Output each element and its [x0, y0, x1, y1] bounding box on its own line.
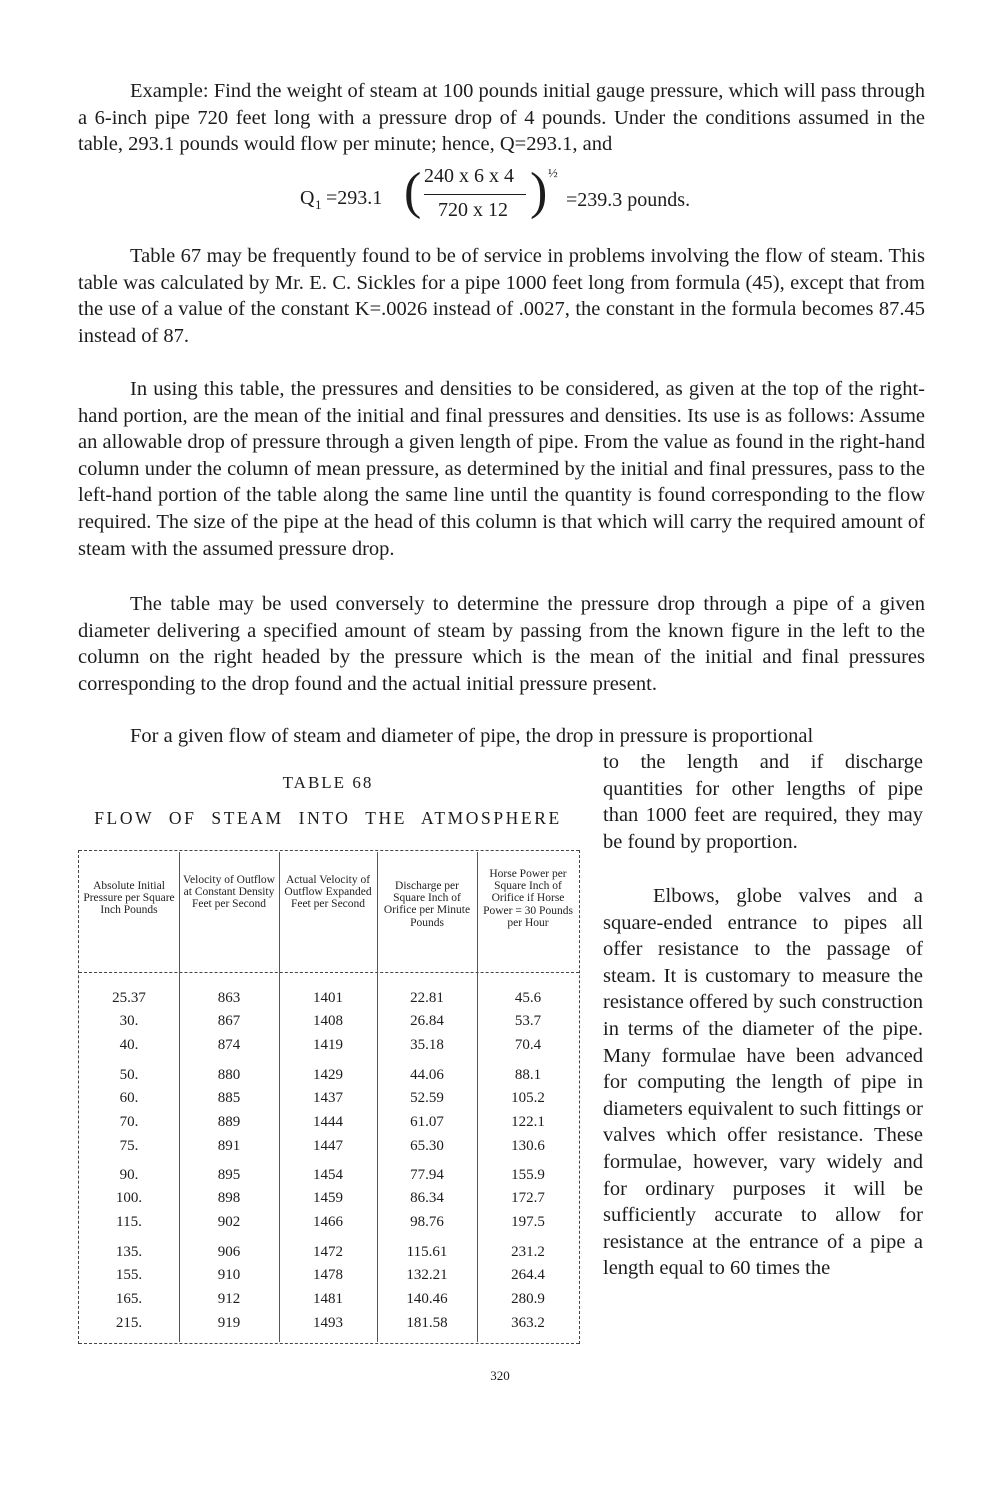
table-cell: 100. [115, 1190, 143, 1206]
table-cell: 912 [217, 1291, 241, 1307]
table-cell: 65.30 [410, 1138, 444, 1154]
table-cell: 1459 [313, 1190, 343, 1206]
table-cell: 231.2 [511, 1244, 545, 1260]
table-cell: 906 [217, 1244, 241, 1260]
table-cell: 98.76 [410, 1214, 444, 1230]
formula-exponent: ½ [548, 165, 558, 180]
table-cell: 280.9 [511, 1291, 545, 1307]
table-cell: 1472 [313, 1244, 343, 1260]
formula-result: =239.3 pounds. [566, 189, 691, 211]
column-divider [377, 852, 378, 1342]
table-cell: 863 [217, 990, 241, 1006]
table-cell: 90. [119, 1167, 139, 1183]
table-cell: 885 [217, 1090, 241, 1106]
table-cell: 1493 [313, 1315, 343, 1331]
table-header-rule [79, 972, 579, 973]
table-cell: 1454 [313, 1167, 343, 1183]
table-cell: 1429 [313, 1067, 343, 1083]
table-cell: 86.34 [410, 1190, 444, 1206]
table-cell: 919 [217, 1315, 241, 1331]
table-cell: 155. [115, 1267, 143, 1283]
using-table-paragraph: In using this table, the pressures and densities to be considered, as given at the top of the right-hand portion, are the mean of the initial and final pressures and densities. Its use is as follows: Assume an allowable drop of pressure through a given length of pipe. From the value as found in the right-hand column under the column of mean pressure, as determined by the initial and final pressures, pass to the left-hand portion of the table along the same line until the quantity is found corresponding to the flow required. The size of the pipe at the head of this column is that which will carry the required amount of steam with the assumed pressure drop. [78, 378, 925, 560]
formula-lhs-subscript: 1 [315, 197, 322, 212]
table-cell: 135. [115, 1244, 143, 1260]
table-cell: 880 [217, 1067, 241, 1083]
header-velocity-constant-density: Velocity of Outflow at Constant Density Feet per Second [183, 874, 275, 911]
table-cell: 140.46 [406, 1291, 448, 1307]
table-cell: 181.58 [406, 1315, 448, 1331]
table-cell: 867 [217, 1013, 241, 1029]
table-cell: 889 [217, 1114, 241, 1130]
table-cell: 1447 [313, 1138, 343, 1154]
table-cell: 40. [119, 1037, 139, 1053]
table-cell: 1444 [313, 1114, 343, 1130]
table-cell: 1401 [313, 990, 343, 1006]
left-paren: ( [404, 163, 422, 220]
flow-of-steam-table [78, 850, 580, 1344]
fraction-bar [424, 194, 526, 195]
table-bottom-rule [79, 1343, 579, 1344]
table-cell: 155.9 [511, 1167, 545, 1183]
table-cell: 77.94 [410, 1167, 444, 1183]
table-caption: TABLE 68 [282, 773, 374, 792]
header-absolute-pressure: Absolute Initial Pressure per Square Inch Pounds [83, 880, 175, 917]
table-cell: 44.06 [410, 1067, 444, 1083]
table-cell: 45.6 [514, 990, 542, 1006]
column-divider [179, 852, 180, 1342]
table-cell: 197.5 [511, 1214, 545, 1230]
weight-formula [300, 157, 760, 237]
table-cell: 52.59 [410, 1090, 444, 1106]
table-cell: 1481 [313, 1291, 343, 1307]
formula-lhs: Q [300, 187, 315, 209]
table-cell: 88.1 [514, 1067, 542, 1083]
table-cell: 363.2 [511, 1315, 545, 1331]
table-cell: 891 [217, 1138, 241, 1154]
column-divider [477, 852, 478, 1342]
table-cell: 122.1 [511, 1114, 545, 1130]
formula-constant: =293.1 [326, 187, 383, 209]
table-cell: 165. [115, 1291, 143, 1307]
table-cell: 115.61 [406, 1244, 448, 1260]
table67-paragraph: Table 67 may be frequently found to be of service in problems involving the flow of steam. This table was calculated by Mr. E. C. Sickles for a pipe 1000 feet long from formula (45), except that from the use of a value of the constant K=.0026 instead of .0027, the constant in the formula becomes 87.45 instead of 87. [78, 245, 925, 347]
table-cell: 902 [217, 1214, 241, 1230]
table-cell: 60. [119, 1090, 139, 1106]
table-cell: 115. [116, 1214, 142, 1230]
table-cell: 25.37 [112, 990, 146, 1006]
table-cell: 22.81 [410, 990, 444, 1006]
table-cell: 26.84 [410, 1013, 444, 1029]
proportional-drop-paragraph: For a given flow of steam and diameter of pipe, the drop in pressure is proportional [130, 725, 814, 747]
header-actual-velocity: Actual Velocity of Outflow Expanded Feet per Second [284, 874, 372, 911]
table-cell: 874 [217, 1037, 241, 1053]
table-cell: 75. [119, 1138, 139, 1154]
table-cell: 910 [217, 1267, 241, 1283]
table-cell: 50. [119, 1067, 139, 1083]
table-cell: 105.2 [511, 1090, 545, 1106]
table-cell: 264.4 [511, 1267, 545, 1283]
example-paragraph: Example: Find the weight of steam at 100 pounds initial gauge pressure, which will pass through a 6-inch pipe 720 feet long with a pressure drop of 4 pounds. Under the conditions assumed in the table, 293.1 pounds would flow per minute; hence, Q=293.1, and [78, 80, 925, 156]
table-cell: 30. [119, 1013, 139, 1029]
proportional-drop-continuation: to the length and if discharge quantities for other lengths of pipe than 1000 feet are required, they may be found by proportion. [603, 751, 923, 853]
table-title: FLOW OF STEAM INTO THE ATMOSPHERE [94, 808, 562, 828]
table-cell: 895 [217, 1167, 241, 1183]
table-cell: 53.7 [514, 1013, 542, 1029]
table-cell: 132.21 [406, 1267, 448, 1283]
table-cell: 1419 [313, 1037, 343, 1053]
right-paren: ) [530, 163, 548, 220]
formula-denominator: 720 x 12 [438, 199, 508, 221]
table-cell: 172.7 [511, 1190, 545, 1206]
table-cell: 1408 [313, 1013, 343, 1029]
page-number: 320 [490, 1368, 510, 1383]
table-cell: 130.6 [511, 1138, 545, 1154]
header-horse-power: Horse Power per Square Inch of Orifice if Horse Power = 30 Pounds per Hour [483, 868, 573, 929]
elbows-paragraph: Elbows, globe valves and a square-ended entrance to pipes all offer resistance to the passage of steam. It is customary to measure the resistance offered by such construction in terms of the diameter of the pipe. Many formulae have been advanced for computing the length of pipe in diameters equivalent to such fittings or valves which offer resistance. These formulae, however, vary widely and for ordinary purposes it will be sufficiently accurate to allow for resistance at the entrance of a pipe a length equal to 60 times the [603, 885, 923, 1280]
table-cell: 898 [217, 1190, 241, 1206]
table-top-rule [79, 850, 579, 851]
converse-use-paragraph: The table may be used conversely to determine the pressure drop through a pipe of a given diameter delivering a specified amount of steam by passing from the known figure in the left to the column on the right headed by the pressure which is the mean of the initial and final pressures corresponding to the drop found and the actual initial pressure present. [78, 593, 925, 695]
table-cell: 70. [119, 1114, 139, 1130]
table-cell: 1478 [313, 1267, 343, 1283]
formula-numerator: 240 x 6 x 4 [424, 165, 514, 187]
table-cell: 215. [115, 1315, 143, 1331]
table-cell: 1466 [313, 1214, 343, 1230]
table-cell: 70.4 [514, 1037, 542, 1053]
table-cell: 35.18 [410, 1037, 444, 1053]
table-cell: 61.07 [410, 1114, 444, 1130]
table-cell: 1437 [313, 1090, 343, 1106]
header-discharge: Discharge per Square Inch of Orifice per Minute Pounds [383, 880, 471, 929]
